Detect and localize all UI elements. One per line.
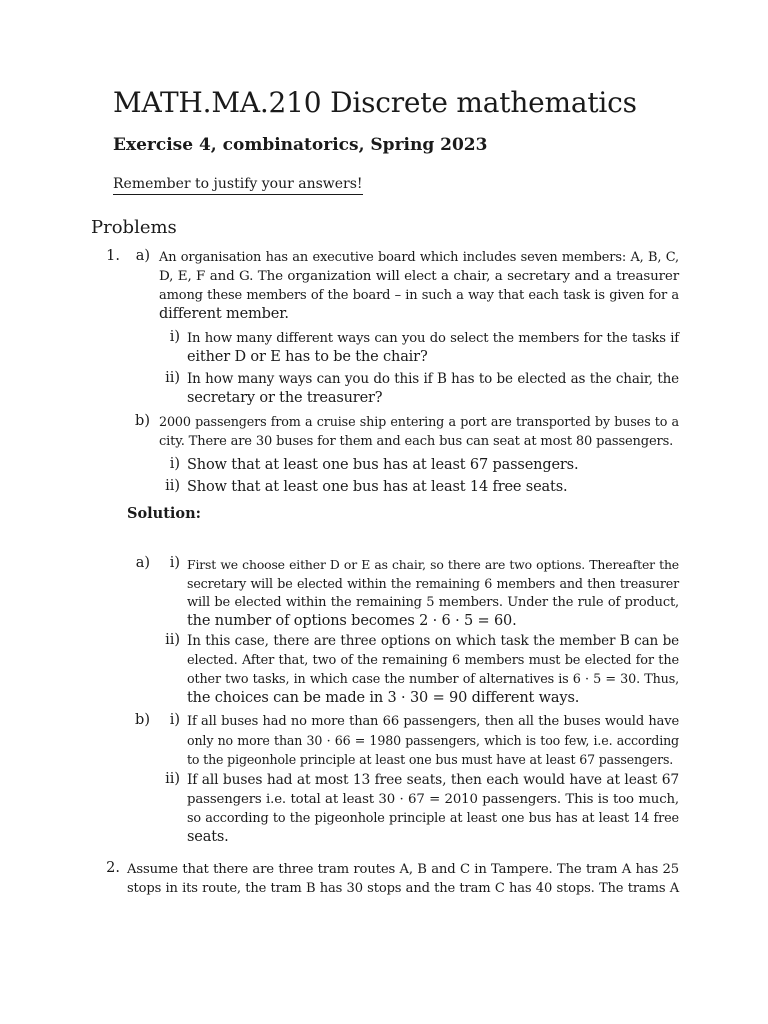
solution-b-ii-text xyxy=(187,771,679,847)
solution-a-label: a) xyxy=(135,555,150,571)
document-title: MATH.MA.210 Discrete mathematics xyxy=(113,86,637,119)
text-line: so according to the pigeonhole principle at least one bus has at least 14 free xyxy=(187,811,679,826)
reminder-note: Remember to justify your answers! xyxy=(113,176,363,195)
solution-b-i-label: i) xyxy=(169,712,180,728)
text-line: In how many ways can you do this if B has to be elected as the chair, the xyxy=(187,371,679,387)
text-line: An organisation has an executive board which includes seven members: A, B, C, xyxy=(159,250,679,265)
text-line: Show that at least one bus has at least 67 passengers. xyxy=(187,457,579,473)
problem-1b-label: b) xyxy=(135,413,150,429)
problem-1a-i-label: i) xyxy=(169,329,180,345)
solution-a-ii-text xyxy=(187,632,679,708)
solution-b-label: b) xyxy=(135,712,150,728)
text-line: will be elected within the remaining 5 members. Under the rule of product, xyxy=(187,595,679,610)
text-line: secretary will be elected within the remaining 6 members and then treasurer xyxy=(187,576,679,591)
text-line: Assume that there are three tram routes A, B and C in Tampere. The tram A has 25 xyxy=(127,862,679,877)
problem-1a-i-text xyxy=(187,329,679,367)
solution-a-ii-label: ii) xyxy=(165,632,180,648)
text-line: In this case, there are three options on which task the member B can be xyxy=(187,633,679,649)
problem-1-number: 1. xyxy=(106,248,120,264)
problem-1a-label: a) xyxy=(135,248,150,264)
text-line: In how many different ways can you do select the members for the tasks if xyxy=(187,331,679,346)
text-line: stops in its route, the tram B has 30 stops and the tram C has 40 stops. The trams A xyxy=(127,881,679,896)
problem-1b-text xyxy=(159,413,679,451)
problem-1b-ii-text xyxy=(187,478,679,497)
document-subtitle: Exercise 4, combinatorics, Spring 2023 xyxy=(113,135,488,155)
solution-heading: Solution: xyxy=(127,505,201,522)
text-line: either D or E has to be the chair? xyxy=(187,349,428,365)
text-line: 2000 passengers from a cruise ship entering a port are transported by buses to a xyxy=(159,415,679,430)
text-line: among these members of the board – in such a way that each task is given for a xyxy=(159,288,679,303)
text-line: elected. After that, two of the remaining 6 members must be elected for the xyxy=(187,653,679,668)
solution-b-i-text xyxy=(187,712,679,769)
solution-b-ii-label: ii) xyxy=(165,771,180,787)
text-line: secretary or the treasurer? xyxy=(187,390,383,406)
text-line: passengers i.e. total at least 30 · 67 = 2010 passengers. This is too much, xyxy=(187,792,679,807)
problem-1a-ii-label: ii) xyxy=(165,370,180,386)
text-line: First we choose either D or E as chair, so there are two options. Thereafter the xyxy=(187,557,679,572)
problem-1a-text xyxy=(159,248,679,324)
problem-2-number: 2. xyxy=(106,860,120,876)
text-line: different member. xyxy=(159,306,289,322)
problems-heading: Problems xyxy=(91,217,177,238)
text-line: Show that at least one bus has at least 14 free seats. xyxy=(187,479,568,495)
text-line: other two tasks, in which case the number of alternatives is 6 · 5 = 30. Thus, xyxy=(187,672,679,687)
text-line: the choices can be made in 3 · 30 = 90 different ways. xyxy=(187,690,580,706)
text-line: seats. xyxy=(187,829,229,845)
text-line: only no more than 30 · 66 = 1980 passengers, which is too few, i.e. according xyxy=(187,733,679,748)
problem-1b-ii-label: ii) xyxy=(165,478,180,494)
solution-a-i-label: i) xyxy=(169,555,180,571)
problem-1b-i-text xyxy=(187,456,679,475)
text-line: If all buses had at most 13 free seats, then each would have at least 67 xyxy=(187,772,679,788)
text-line: the number of options becomes 2 · 6 · 5 = 60. xyxy=(187,613,517,629)
text-line: to the pigeonhole principle at least one bus must have at least 67 passengers. xyxy=(187,752,674,767)
text-line: city. There are 30 buses for them and each bus can seat at most 80 passengers. xyxy=(159,434,674,449)
problem-1b-i-label: i) xyxy=(169,456,180,472)
problem-1a-ii-text xyxy=(187,370,679,408)
text-line: D, E, F and G. The organization will elect a chair, a secretary and a treasurer xyxy=(159,269,679,284)
text-line: If all buses had no more than 66 passengers, then all the buses would have xyxy=(187,714,679,729)
problem-2-text xyxy=(127,860,679,898)
solution-a-i-text xyxy=(187,555,679,631)
